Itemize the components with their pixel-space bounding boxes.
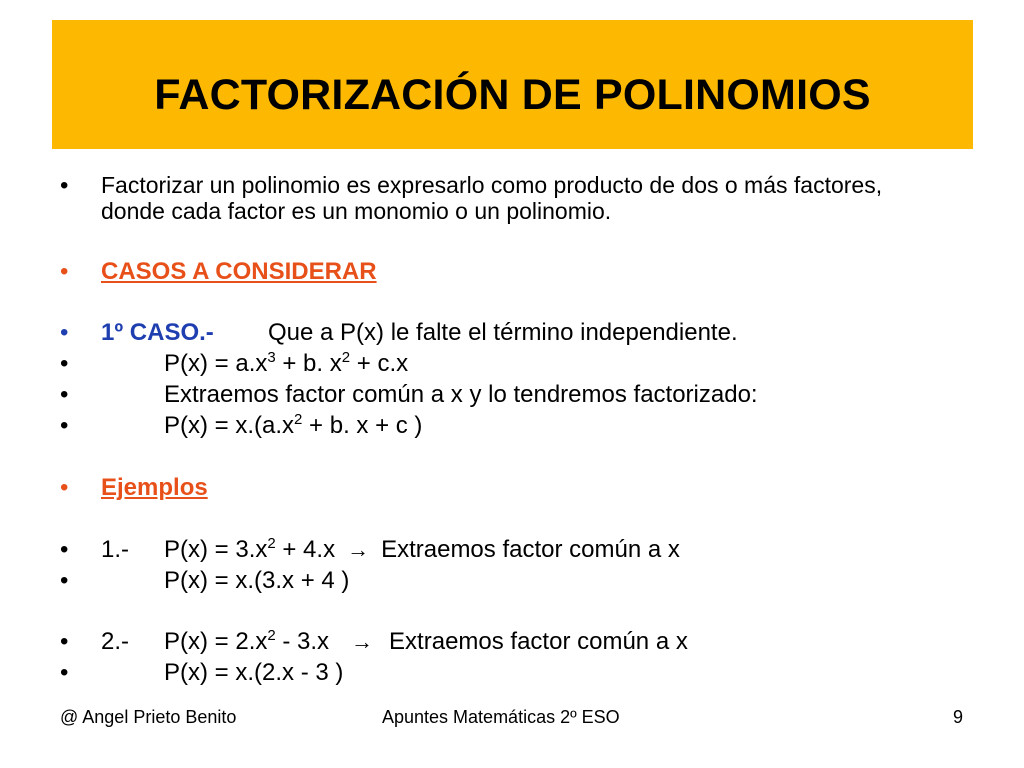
bullet: • xyxy=(60,258,69,285)
ejemplo1-result: P(x) = x.(3.x + 4 ) xyxy=(164,567,350,594)
intro-text: Factorizar un polinomio es expresarlo como producto de dos o más factores, donde cada factor es un monomio o un polinomio. xyxy=(101,172,883,224)
ejemplo1-formula: $P(x) = 3.x^2 + 4.x$ → Extraemos factor común a x xyxy=(164,535,680,563)
caso1-text: Que a P(x) le falte el término independiente. xyxy=(268,319,738,346)
extraemos-text: Extraemos factor común a x y lo tendremos factorizado: xyxy=(164,381,758,408)
casos-heading: CASOS A CONSIDERAR xyxy=(101,258,377,285)
ejemplo2-num: 2.- xyxy=(101,628,130,655)
bullet: • xyxy=(60,350,69,377)
arrow-right-icon: → xyxy=(351,629,374,654)
footer-author: @ Angel Prieto Benito xyxy=(60,707,237,727)
ejemplo1-num: 1.- xyxy=(101,536,130,563)
bullet: • xyxy=(60,381,69,408)
ejemplo2-result: P(x) = x.(2.x - 3 ) xyxy=(164,659,344,686)
formula-factorizada: $P(x) = x.(a.x^2 + b$. x + c ) xyxy=(164,411,423,439)
bullet: • xyxy=(60,412,69,439)
bullet: • xyxy=(60,474,69,501)
bullet: • xyxy=(60,628,69,655)
ejemplos-heading: Ejemplos xyxy=(101,474,208,501)
bullet: • xyxy=(60,172,69,199)
slide-title: FACTORIZACIÓN DE POLINOMIOS xyxy=(154,71,871,119)
formula-general: $P(x) = a.x^3 + b$. $x^2 + c.x$ xyxy=(164,349,409,377)
footer-course: Apuntes Matemáticas 2º ESO xyxy=(382,707,620,727)
bullet: • xyxy=(60,567,69,594)
bullet: • xyxy=(60,319,69,346)
bullet: • xyxy=(60,659,69,686)
footer-page-number: 9 xyxy=(953,707,964,727)
caso1-label: 1º CASO.- xyxy=(101,319,214,346)
arrow-right-icon: → xyxy=(347,537,370,562)
bullet: • xyxy=(60,536,69,563)
ejemplo2-formula: $P(x) = 2.x^2 - 3.x$ → Extraemos factor común a x xyxy=(164,627,688,655)
